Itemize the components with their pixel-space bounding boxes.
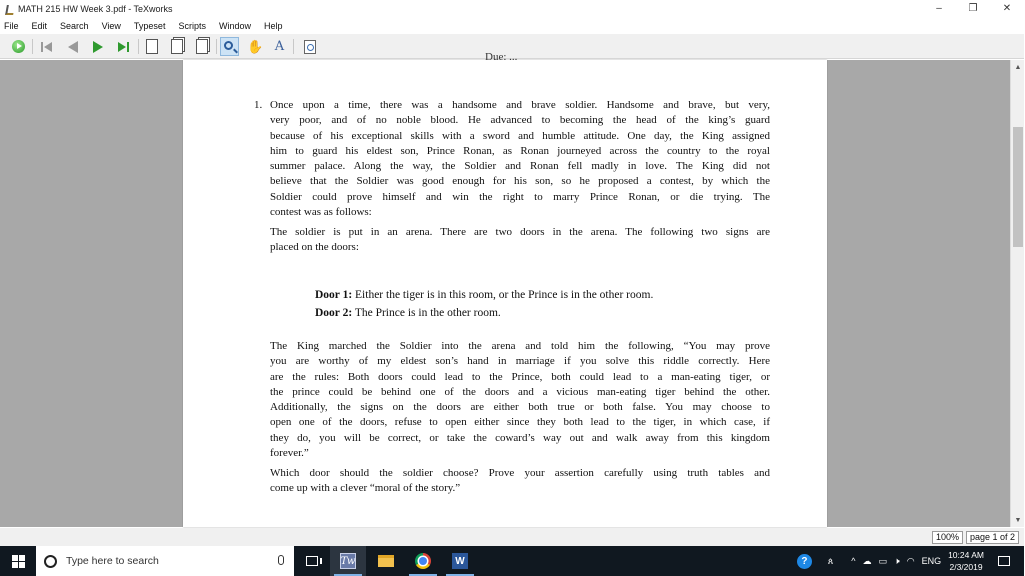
select-text-tool-button[interactable] [270,37,289,56]
next-page-button[interactable] [88,37,107,56]
first-page-icon [41,42,53,52]
text-line: open one of the doors, refuse to open either since they both lead to the tiger, in which case, if [270,416,770,429]
title-bar [0,0,1024,17]
text-line: contest was as follows: [270,206,372,219]
typeset-icon [12,40,25,53]
scroll-hand-icon: ✋ [247,39,264,54]
next-page-icon [93,41,103,53]
door-2-text: The Prince is in the other room. [352,307,501,319]
start-button[interactable] [0,546,36,576]
scroll-down-button[interactable]: ▼ [1014,516,1022,524]
volume-icon[interactable]: 🕨 [894,555,900,566]
show-hidden-icons-chevron-icon[interactable]: ^ [851,556,856,566]
scroll-up-button[interactable]: ▲ [1014,63,1022,71]
fit-width-icon [171,39,183,54]
system-tray [797,546,1024,576]
vertical-scrollbar[interactable] [1010,60,1024,527]
menu-file[interactable]: File [4,20,19,31]
texworks-app-icon [5,4,14,14]
page-indicator[interactable]: page 1 of 2 [966,531,1019,544]
text-line: come up with a clever “moral of the story.” [270,482,461,495]
clock-date: 2/3/2019 [949,562,983,572]
close-button[interactable]: ✕ [1002,3,1012,14]
first-page-button[interactable] [37,37,56,56]
menu-search[interactable]: Search [60,20,89,31]
toolbar-separator [32,39,33,54]
text-line: The soldier is put in an arena. There are two doors in the arena. The following two signs are [270,226,770,238]
previous-page-button[interactable] [63,37,82,56]
zoom-level[interactable]: 100% [932,531,963,544]
previous-page-icon [68,41,78,53]
texworks-icon: Tw [340,553,356,569]
text-line: forever.” [270,447,309,460]
scrollbar-thumb[interactable] [1013,127,1023,247]
menu-scripts[interactable]: Scripts [178,20,206,31]
select-text-icon: A [274,39,285,54]
taskbar-file-explorer[interactable] [368,546,404,576]
magnify-icon [224,41,233,50]
text-line: Once upon a time, there was a handsome and brave soldier. Handsome and brave, but very, [270,99,770,111]
pdf-page [183,51,827,527]
magnify-tool-button[interactable] [220,37,239,56]
cortana-icon [44,555,57,568]
window-title: MATH 215 HW Week 3.pdf - TeXworks [18,3,173,14]
onedrive-icon[interactable]: ☁ [862,555,872,566]
door-1-text: Either the tiger is in this room, or the Prince is in the other room. [352,289,654,301]
arena-paragraph [270,225,770,256]
people-icon[interactable]: ጰ [827,555,834,566]
task-view-button[interactable] [294,546,330,576]
problem-number: 1. [254,99,263,111]
taskbar-search-box[interactable] [36,546,294,576]
wifi-icon[interactable]: ◠ [906,555,915,566]
text-line: are the rules: Both doors could lead to the Prince, both could lead to a man-eating tiger, or [270,370,770,383]
text-line: you are worthy of my eldest son’s hand in marriage if you solve this riddle correctly. Here [270,355,770,368]
window-controls [922,0,1024,17]
find-icon [304,40,316,54]
fit-window-icon [196,39,208,54]
chrome-icon [415,553,431,569]
menu-edit[interactable]: Edit [31,20,48,31]
microphone-icon[interactable] [278,555,284,565]
file-explorer-icon [378,555,394,567]
scroll-hand-tool-button[interactable] [246,37,265,56]
text-line: very poor, and of no noble blood. He advanced to becoming the head of the king’s guard [270,114,770,127]
door-2-sign [315,306,501,321]
toolbar-separator [138,39,139,54]
text-line: the prince could be behind one of the doors and a vicious man-eating tiger behind the other. [270,385,770,398]
actual-size-button[interactable] [142,37,161,56]
last-page-button[interactable] [114,37,133,56]
question-paragraph [270,466,770,497]
status-bar [0,528,1024,546]
text-line: summer palace. Along the way, the Soldier and Ronan fell madly in love. The King did not [270,160,770,173]
text-line: Soldier could prove himself and win the right to marry Prince Ronan, or die trying. The [270,190,770,203]
toolbar-separator [216,39,217,54]
pdf-viewer[interactable] [0,51,1024,527]
text-line: believe that the Soldier was good enough for his son, so he proposed a contest, by which the [270,175,770,188]
toolbar-separator [293,39,294,54]
text-line: Additionally, the signs on the doors are either both true or both false. You may choose to [270,401,770,414]
menu-window[interactable]: Window [218,20,251,31]
clock-time: 10:24 AM [948,550,984,560]
taskbar-chrome[interactable] [405,546,441,576]
word-icon: W [452,553,468,569]
windows-taskbar [0,546,1024,576]
clock[interactable] [948,549,984,573]
action-center-icon[interactable] [998,556,1010,566]
menu-view[interactable]: View [101,20,121,31]
text-line: they do, you will be correct, or take the coward’s way out and walk away from this kingdom [270,431,770,444]
text-line: Which door should the soldier choose? Prove your assertion carefully using truth tables and [270,467,770,479]
fit-width-button[interactable] [167,37,186,56]
search-placeholder: Type here to search [66,555,159,567]
menu-typeset[interactable]: Typeset [133,20,166,31]
intro-paragraph [270,98,770,220]
fit-window-button[interactable] [192,37,211,56]
windows-logo-icon [12,555,25,568]
text-line: him to guard his eldest son, Prince Ronan, as Ronan journeyed across the country to the royal [270,144,770,157]
menu-help[interactable]: Help [263,20,283,31]
menu-bar [0,18,1024,33]
actual-size-icon [146,39,158,54]
door-2-label: Door 2: [315,307,353,319]
cut-off-header-text: Due: ... [485,51,518,63]
find-button[interactable] [300,37,319,56]
typeset-button[interactable] [9,37,28,56]
door-1-sign [315,288,653,303]
battery-icon[interactable]: ▭ [878,555,888,566]
input-language[interactable]: ENG [921,556,942,566]
text-line: placed on the doors: [270,241,359,254]
last-page-icon [118,42,130,52]
help-icon[interactable]: ? [797,554,812,569]
task-view-icon [306,556,318,566]
text-line: The King marched the Soldier into the arena and told him the following, “You may prove [270,340,770,352]
king-paragraph [270,339,770,461]
maximize-button[interactable]: ❐ [968,3,978,14]
text-line: because of his exceptional skills with a sword and humble attitude. One day, the King assigned [270,129,770,142]
taskbar-word[interactable] [442,546,478,576]
minimize-button[interactable]: – [936,3,942,14]
taskbar-texworks[interactable] [330,546,366,576]
door-1-label: Door 1: [315,289,353,301]
